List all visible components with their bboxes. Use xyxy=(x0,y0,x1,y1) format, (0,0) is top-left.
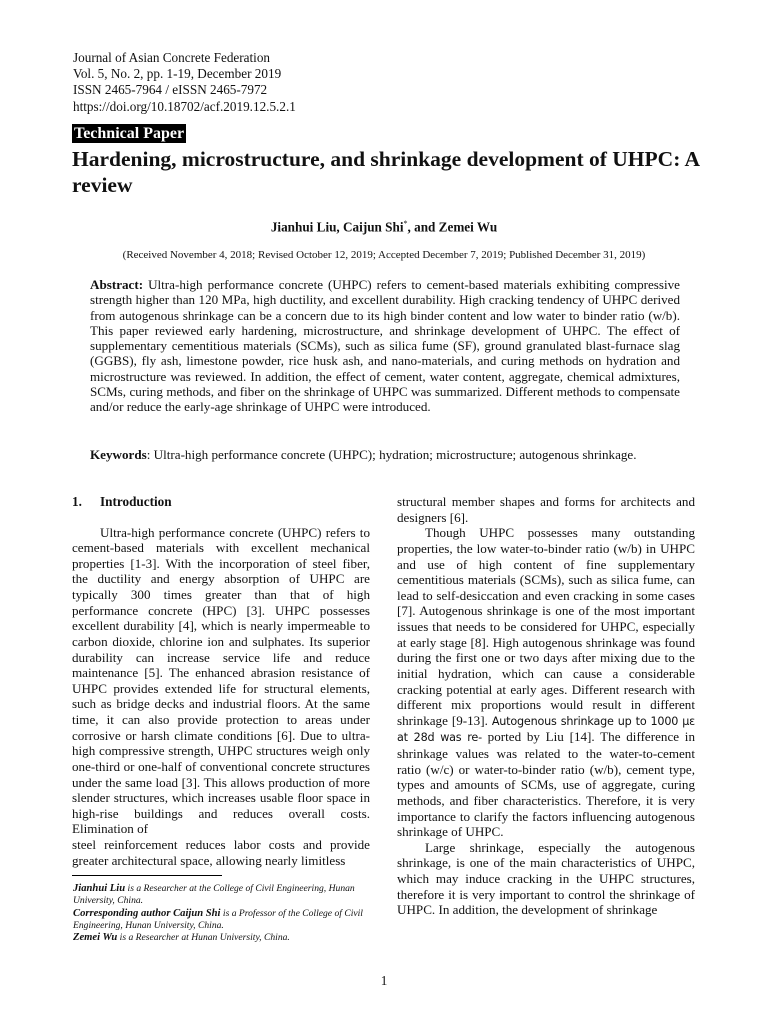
footnote-shi-name: Corresponding author Caijun Shi xyxy=(73,907,221,919)
paper-title: Hardening, microstructure, and shrinkage development of UHPC: A review xyxy=(72,147,699,197)
intro-paragraph-3-part-c: ported by Liu [14]. The difference in shrinkage values was related to the water-to-cement ratio (w/c) or water-to-binder ratio (w/b), cement type, types and amounts of SCMs, use of aggregate, curing methods, and fiber characteristics. Therefore, it is very importance to clarify the factors influencing autogenous shrinkage of UHPC. xyxy=(397,729,695,840)
journal-doi[interactable]: https://doi.org/10.18702/acf.2019.12.5.2.1 xyxy=(73,98,296,114)
abstract xyxy=(90,277,680,415)
publication-dates: (Received November 4, 2018; Revised October 12, 2019; Accepted December 7, 2019; Published December 31, 2019) xyxy=(122,249,646,261)
journal-name: Journal of Asian Concrete Federation xyxy=(73,50,271,65)
intro-paragraph-3 xyxy=(397,525,695,840)
keywords-label: Keywords xyxy=(90,447,147,462)
footnote-shi xyxy=(73,908,373,933)
intro-paragraph-3-part-a: Though UHPC possesses many outstanding properties, the low water-to-binder ratio (w/b) in UHPC and use of high content of fine supplementary cementitious materials (SCMs), such as silica fume, can lead to self-desiccation and even cracking in some cases [7]. Autogenous shrinkage is one of the most important issues that needs to be considered for UHPC, especially at early stage [8]. High autogenous shrinkage was found during the first one or two days after mixing due to the initial hydration, which can cause a considerable cracking potential at early ages. Different research with different mix proportions would result in different shrinkage [9-13]. xyxy=(397,525,695,728)
footnote-divider xyxy=(72,875,222,876)
page-number: 1 xyxy=(380,973,388,988)
paper-type-badge: Technical Paper xyxy=(74,125,185,142)
intro-paragraph-2: structural member shapes and forms for architects and designers [6]. xyxy=(397,494,695,525)
author-liu: Jianhui Liu, xyxy=(270,219,344,235)
footnote-liu-text: is a Researcher at the College of Civil Engineering, Hunan University, China. xyxy=(73,883,355,907)
author-wu: , and Zemei Wu xyxy=(407,219,498,235)
journal-volume: Vol. 5, No. 2, pp. 1-19, December 2019 xyxy=(73,66,282,82)
intro-paragraph-1: Ultra-high performance concrete (UHPC) refers to cement-based materials with excellent mechanical properties [1-3]. With the incorporation of steel fiber, the ductility and energy absorption of UHPC are typically 300 times greater than that of high performance concrete (HPC) [3]. UHPC possesses excellent durability [4], which is nearly impermeable to carbon dioxide, chlorine ion and sulphates. Its superior durability can increase service life and reduce maintenance [5]. The enhanced abrasion resistance of UHPC provides extended life for structural elements, such as bridge decks and industrial floors. At the same time, it can also provide protection to areas under corrosive or harsh climate conditions [6]. Due to ultra-high compressive strength, UHPC structures weigh only one-third or one-half of conventional concrete structures under the same load [3]. This allows production of more slender structures, which increases usable floor space in high-rise buildings and reduces overall costs. Elimination of xyxy=(72,524,370,837)
footnote-wu xyxy=(73,932,373,944)
section-heading-introduction xyxy=(72,494,370,510)
keywords xyxy=(90,447,680,462)
author-shi: Caijun Shi xyxy=(343,219,404,235)
keywords-text: : Ultra-high performance concrete (UHPC); hydration; microstructure; autogenous shrinkage. xyxy=(146,447,637,462)
author-footnotes xyxy=(73,883,373,944)
footnote-wu-text: is a Researcher at Hunan University, China. xyxy=(117,932,290,944)
intro-paragraph-4: Large shrinkage, especially the autogenous shrinkage, is one of the main characteristics of UHPC, which may induce cracking in the UHPC structures, therefore it is very important to control the shrinkage of UHPC. In addition, the development of shrinkage xyxy=(397,839,695,918)
journal-header xyxy=(73,50,296,115)
footnote-liu-name: Jianhui Liu xyxy=(73,883,126,894)
corresponding-author-mark: * xyxy=(403,219,408,228)
abstract-text: Ultra-high performance concrete (UHPC) refers to cement-based materials exhibiting compressive strength higher than 120 MPa, high ductility, and excellent durability. High cracking tendency of UHPC derived from autogenous shrinkage can be a concern due to its high binder content and low water to binder ratio (w/b). This paper reviewed early hardening, microstructure, and shrinkage development of UHPC. The effect of supplementary cementitious materials (SCMs), such as silica fume (SF), ground granulated blast-furnace slag (GGBS), fly ash, limestone powder, rice husk ash, and nano-materials, and curing methods on hydration and microstructure was reviewed. In addition, the effect of cement, water content, aggregate, chemical admixtures, SCMs, curing methods, and fiber on the shrinkage of UHPC was summarized. Different methods to compensate and/or reduce the early-age shrinkage of UHPC were introduced. xyxy=(90,277,680,415)
right-column xyxy=(397,494,695,918)
abstract-label: Abstract: xyxy=(90,277,144,292)
section-title: Introduction xyxy=(100,494,172,509)
author-list xyxy=(0,219,768,235)
intro-paragraph-1-continued: steel reinforcement reduces labor costs and provide greater architectural space, allowing nearly limitless xyxy=(72,837,370,868)
intro-paragraph-3-shrinkage-value: Autogenous shrinkage up to 1000 με at 28d was re- xyxy=(397,714,695,745)
left-column xyxy=(72,494,370,868)
footnote-wu-name: Zemei Wu xyxy=(73,932,118,944)
footnote-liu xyxy=(73,883,373,908)
journal-issn: ISSN 2465-7964 / eISSN 2465-7972 xyxy=(73,82,268,98)
footnote-shi-text: is a Professor of the College of Civil Engineering, Hunan University, China. xyxy=(73,907,363,931)
section-number: 1. xyxy=(72,494,82,509)
